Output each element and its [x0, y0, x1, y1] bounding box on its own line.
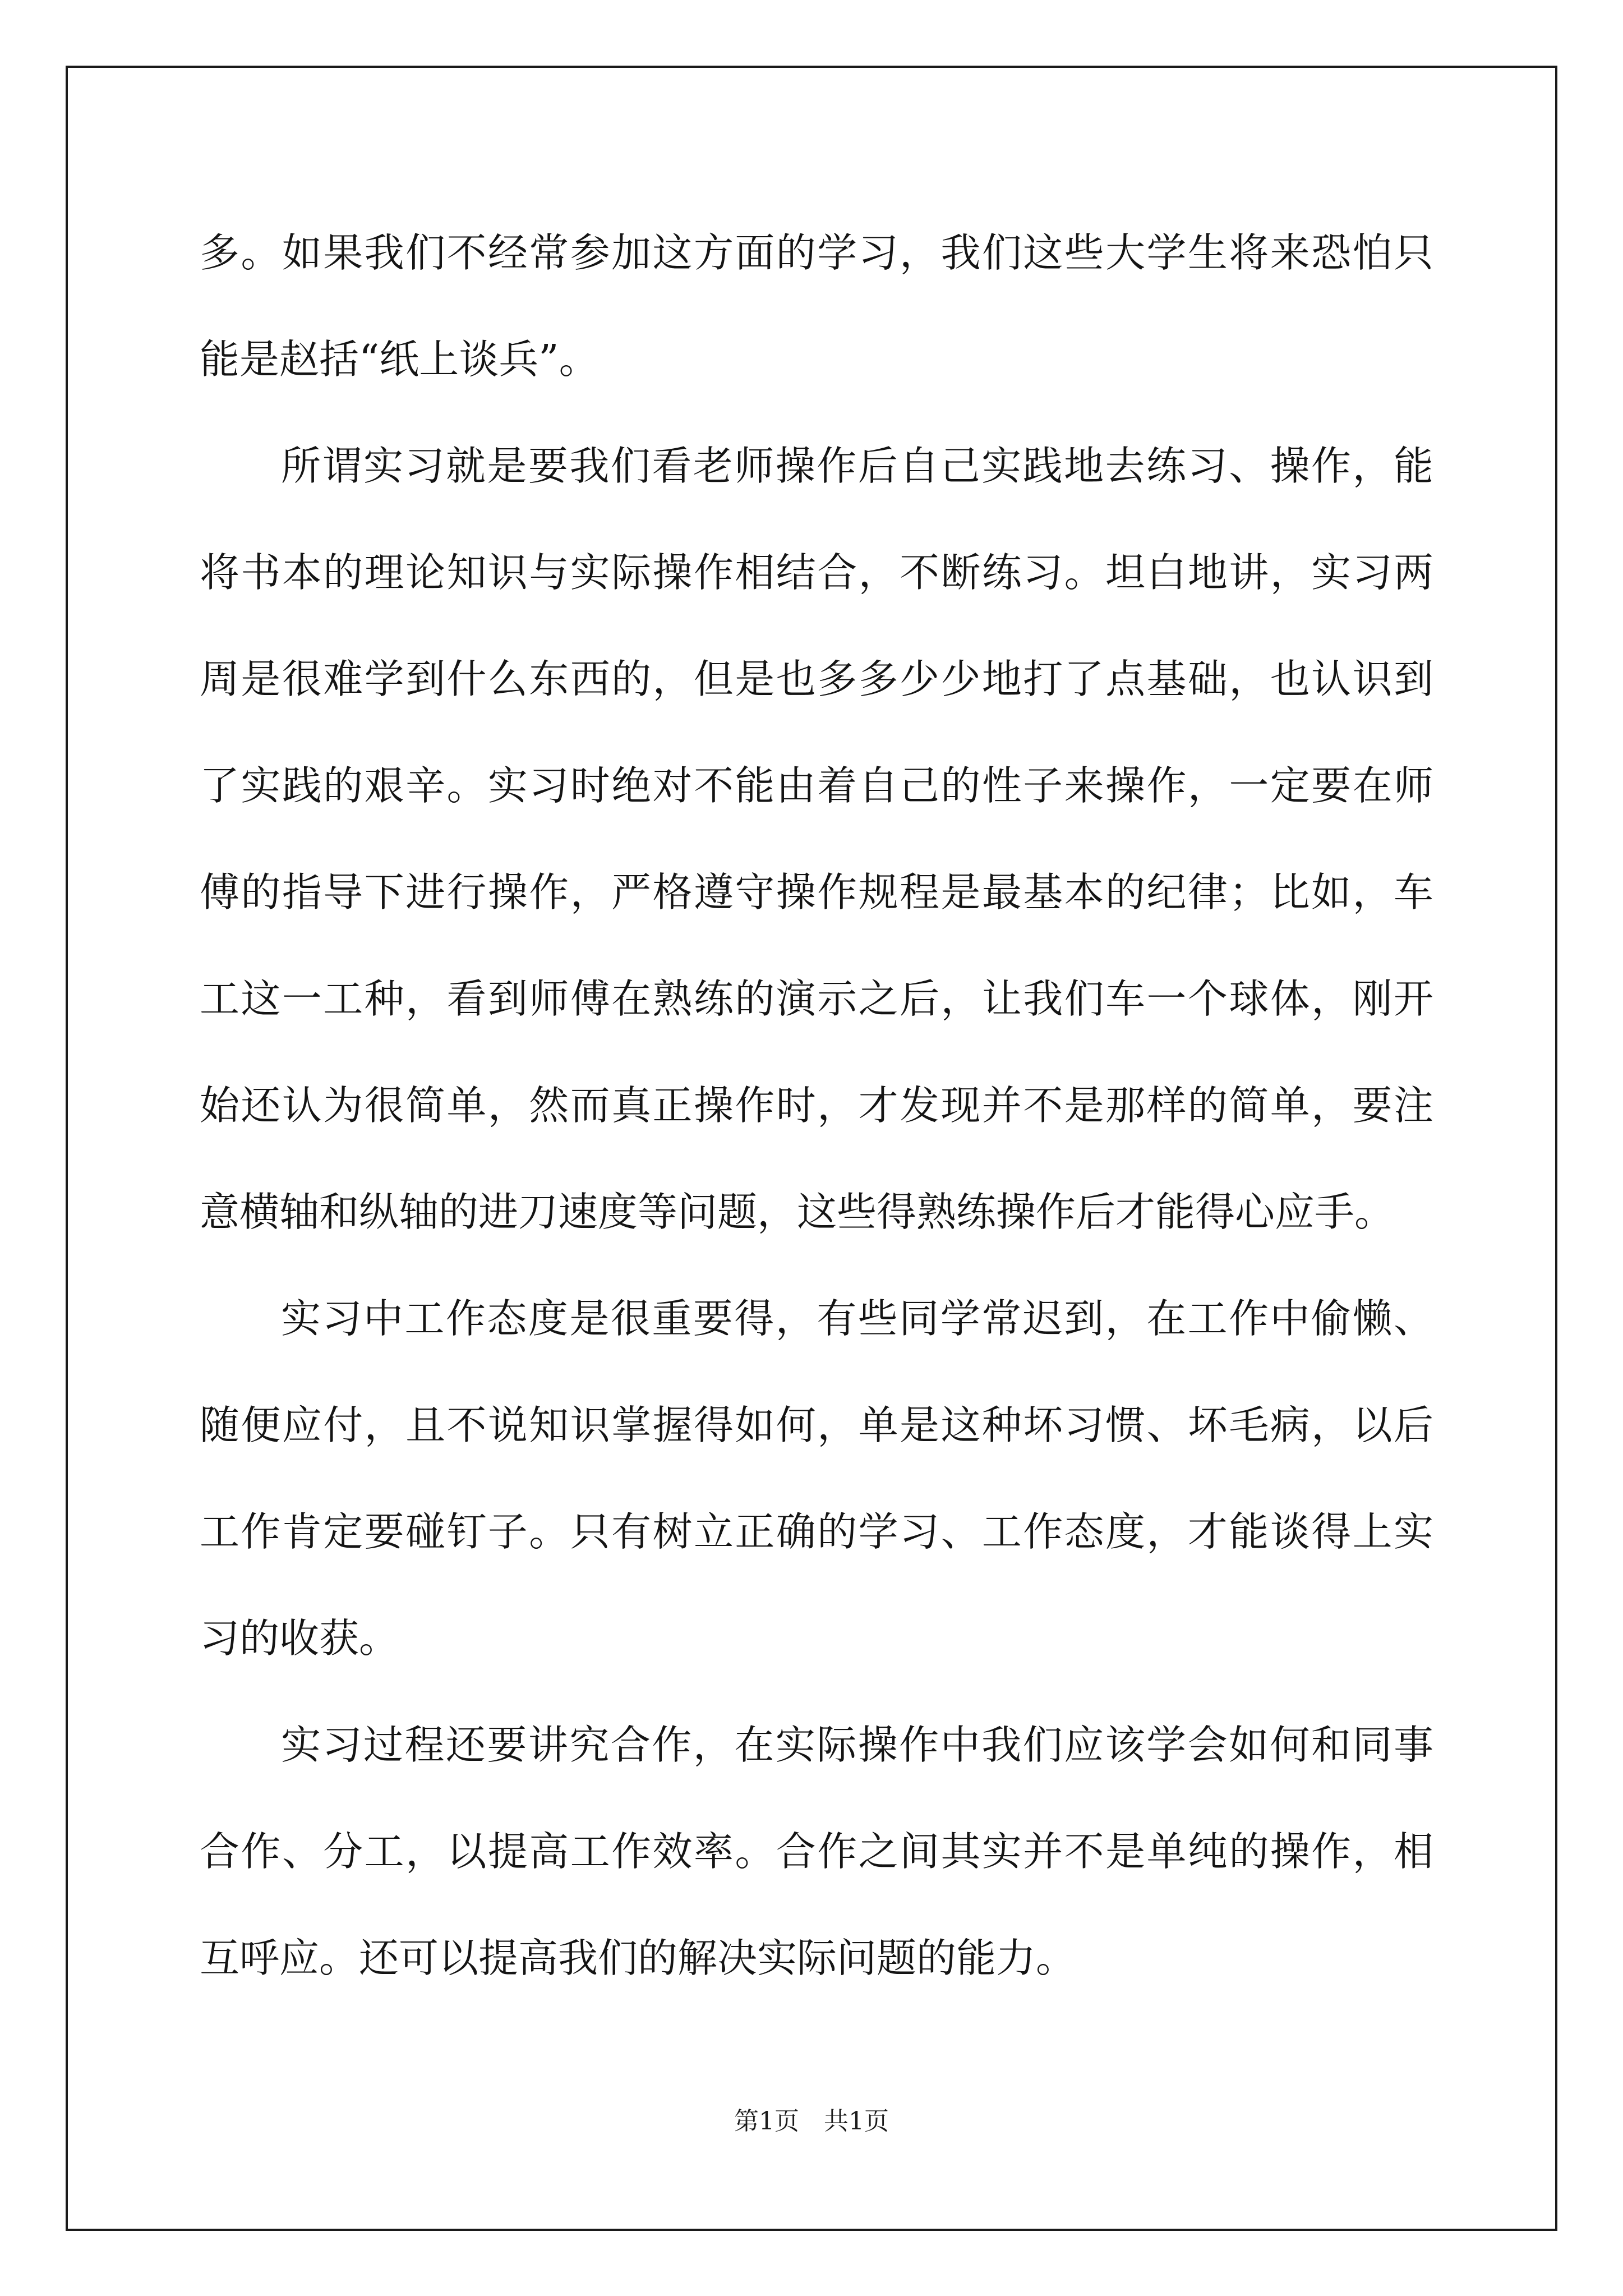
- paragraph-line: 互呼应。还可以提高我们的解决实际问题的能力。: [200, 1935, 1076, 1981]
- paragraph-line: 傅的指导下进行操作，严格遵守操作规程是最基本的纪律；比如，车: [200, 869, 1433, 915]
- paragraph-line: 实习中工作态度是很重要得，有些同学常迟到，在工作中偷懒、: [281, 1295, 1433, 1342]
- paragraph-line: 将书本的理论知识与实际操作相结合，不断练习。坦白地讲，实习两: [200, 549, 1433, 596]
- paragraph-line: 工这一工种，看到师傅在熟练的演示之后，让我们车一个球体，刚开: [200, 976, 1433, 1022]
- paragraph-line: 实习过程还要讲究合作，在实际操作中我们应该学会如何和同事: [281, 1722, 1433, 1768]
- paragraph-line: 始还认为很简单，然而真正操作时，才发现并不是那样的简单，要注: [200, 1082, 1433, 1129]
- paragraph-line: 工作肯定要碰钉子。只有树立正确的学习、工作态度，才能谈得上实: [200, 1508, 1433, 1555]
- page-footer: 第1页 共1页: [734, 2107, 889, 2136]
- paragraph-line: 周是很难学到什么东西的，但是也多多少少地打了点基础，也认识到: [200, 656, 1433, 702]
- paragraph-line: 随便应付，且不说知识掌握得如何，单是这种坏习惯、坏毛病，以后: [200, 1402, 1433, 1448]
- paragraph-line: 能是赵括“纸上谈兵”。: [200, 336, 599, 383]
- paragraph-line: 所谓实习就是要我们看老师操作后自己实践地去练习、操作，能: [281, 443, 1433, 489]
- paragraph-line: 习的收获。: [200, 1615, 399, 1662]
- paragraph-line: 了实践的艰辛。实习时绝对不能由着自己的性子来操作，一定要在师: [200, 762, 1433, 809]
- paragraph-line: 合作、分工，以提高工作效率。合作之间其实并不是单纯的操作，相: [200, 1828, 1433, 1875]
- paragraph-line: 意横轴和纵轴的进刀速度等问题，这些得熟练操作后才能得心应手。: [200, 1189, 1395, 1235]
- page-border: [66, 66, 1557, 2231]
- paragraph-line: 多。如果我们不经常参加这方面的学习，我们这些大学生将来恐怕只: [200, 229, 1433, 276]
